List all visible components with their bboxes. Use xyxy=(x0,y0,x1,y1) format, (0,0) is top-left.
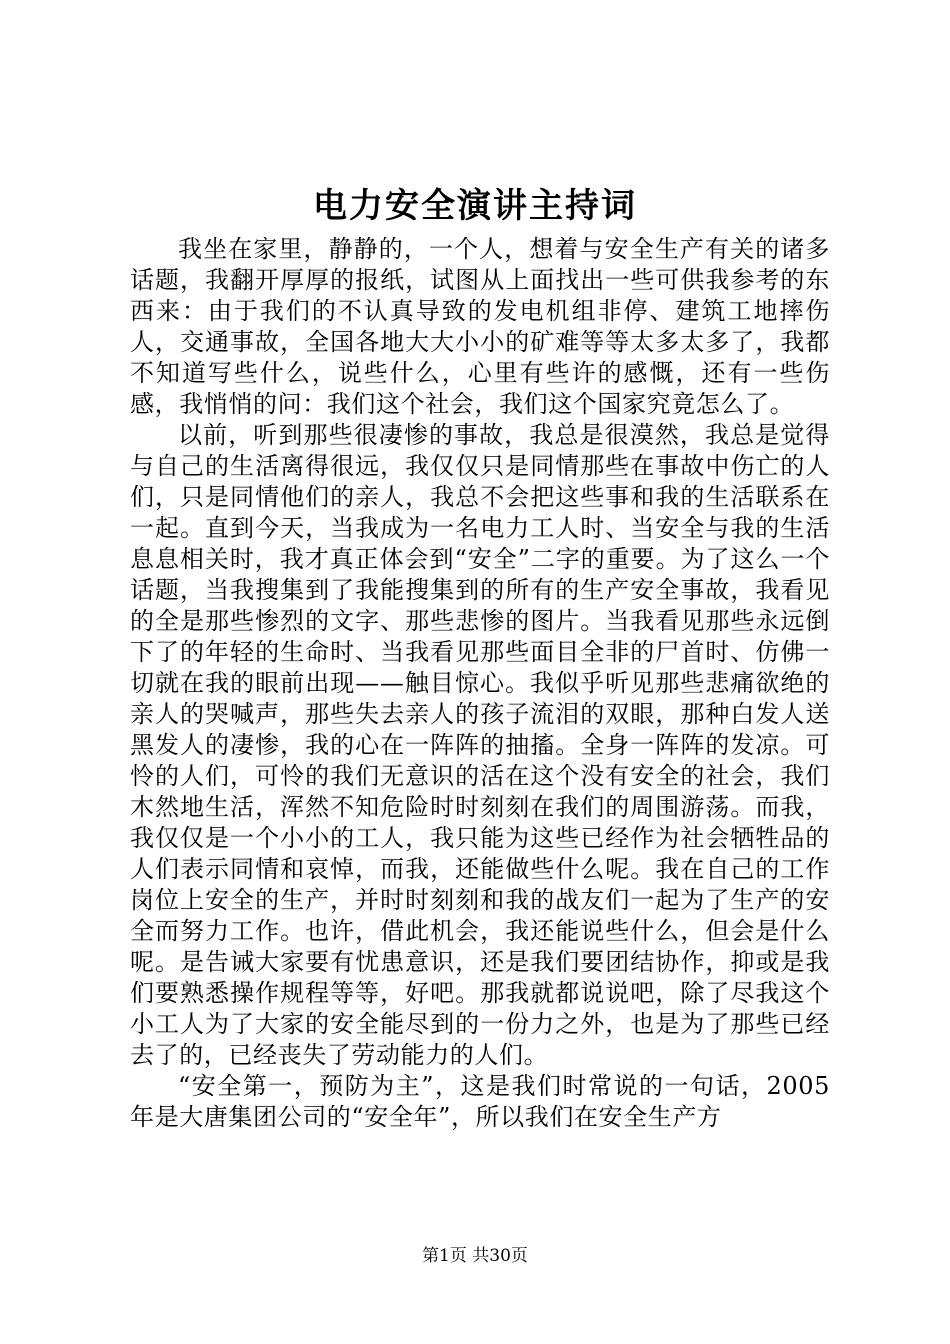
paragraph-3: “安全第一，预防为主”，这是我们时常说的一句话，2005年是大唐集团公司的“安全年”，所以我们在安全生产方 xyxy=(130,1072,830,1131)
document-body xyxy=(130,234,830,1133)
paragraph-1: 我坐在家里，静静的，一个人，想着与安全生产有关的诸多话题，我翻开厚厚的报纸，试图从上面找出一些可供我参考的东西来：由于我们的不认真导致的发电机组非停、建筑工地摔伤人，交通事故，全国各地大大小小的矿难等等太多太多了，我都不知道写些什么，说些什么，心里有些许的感慨，还有一些伤感，我悄悄的问：我们这个社会，我们这个国家究竟怎么了。 xyxy=(130,235,830,418)
paragraph-2: 以前，听到那些很凄惨的事故，我总是很漠然，我总是觉得与自己的生活离得很远，我仅仅只是同情那些在事故中伤亡的人们，只是同情他们的亲人，我总不会把这些事和我的生活联系在一起。直到今天，当我成为一名电力工人时、当安全与我的生活息息相关时，我才真正体会到“安全”二字的重要。为了这么一个话题，当我搜集到了我能搜集到的所有的生产安全事故，我看见的全是那些惨烈的文字、那些悲惨的图片。当我看见那些永远倒下了的年轻的生命时、当我看见那些面目全非的尸首时、仿佛一切就在我的眼前出现——触目惊心。我似乎听见那些悲痛欲绝的亲人的哭喊声，那些失去亲人的孩子流泪的双眼，那种白发人送黑发人的凄惨，我的心在一阵阵的抽搐。全身一阵阵的发凉。可怜的人们，可怜的我们无意识的活在这个没有安全的社会，我们木然地生活，浑然不知危险时时刻刻在我们的周围游荡。而我，我仅仅是一个小小的工人，我只能为这些已经作为社会牺牲品的人们表示同情和哀悼，而我，还能做些什么呢。我在自己的工作岗位上安全的生产，并时时刻刻和我的战友们一起为了生产的安全而努力工作。也许，借此机会，我还能说些什么，但会是什么呢。是告诫大家要有忧患意识，还是我们要团结协作，抑或是我们要熟悉操作规程等等，好吧。那我就都说说吧，除了尽我这个小工人为了大家的安全能尽到的一份力之外，也是为了那些已经去了的，已经丧失了劳动能力的人们。 xyxy=(130,421,830,1069)
page-total: 共30页 xyxy=(472,1246,528,1266)
document-title: 电力安全演讲主持词 xyxy=(313,186,637,226)
page-number: 第1页 xyxy=(422,1246,467,1266)
page-footer xyxy=(0,1244,950,1268)
